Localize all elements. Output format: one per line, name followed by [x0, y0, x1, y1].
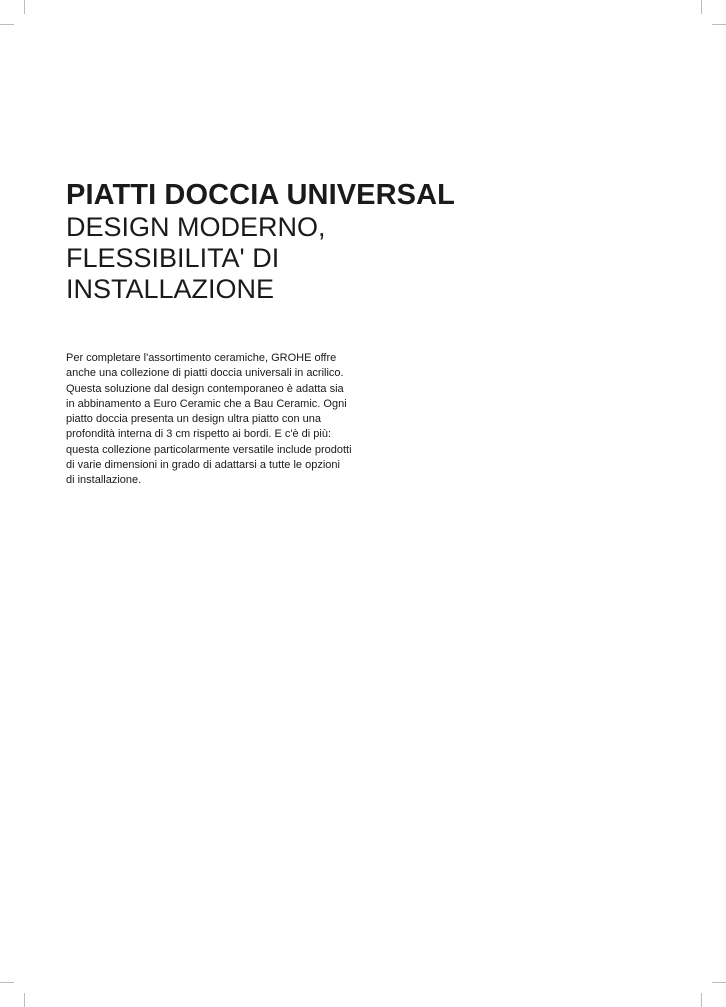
body-line: di varie dimensioni in grado di adattarsi a tutte le opzioni: [66, 459, 340, 472]
page-subtitle: [66, 212, 486, 305]
subtitle-line: INSTALLAZIONE: [66, 274, 275, 304]
body-line: Questa soluzione dal design contemporaneo è adatta sia: [66, 382, 344, 395]
body-line: questa collezione particolarmente versatile include prodotti: [66, 443, 352, 456]
crop-mark-bottom-left-horizontal: [0, 982, 14, 983]
body-line: in abbinamento a Euro Ceramic che a Bau Ceramic. Ogni: [66, 397, 347, 410]
body-paragraph: [66, 351, 386, 489]
crop-mark-top-left-vertical: [24, 0, 25, 14]
subtitle-line: DESIGN MODERNO,: [66, 212, 326, 242]
page-title: PIATTI DOCCIA UNIVERSAL: [66, 179, 455, 211]
article: [66, 178, 486, 489]
crop-mark-bottom-right-horizontal: [712, 982, 726, 983]
body-line: anche una collezione di piatti doccia universali in acrilico.: [66, 367, 344, 380]
crop-mark-bottom-right-vertical: [701, 993, 702, 1007]
crop-mark-top-right-vertical: [701, 0, 702, 14]
body-line: profondità interna di 3 cm rispetto ai bordi. E c'è di più:: [66, 428, 332, 441]
body-line: piatto doccia presenta un design ultra piatto con una: [66, 413, 322, 426]
crop-mark-top-left-horizontal: [0, 24, 14, 25]
crop-mark-bottom-left-vertical: [24, 993, 25, 1007]
crop-mark-top-right-horizontal: [712, 24, 726, 25]
body-line: di installazione.: [66, 474, 142, 487]
body-line: Per completare l'assortimento ceramiche, GROHE offre: [66, 352, 337, 364]
subtitle-line: FLESSIBILITA' DI: [66, 243, 280, 273]
